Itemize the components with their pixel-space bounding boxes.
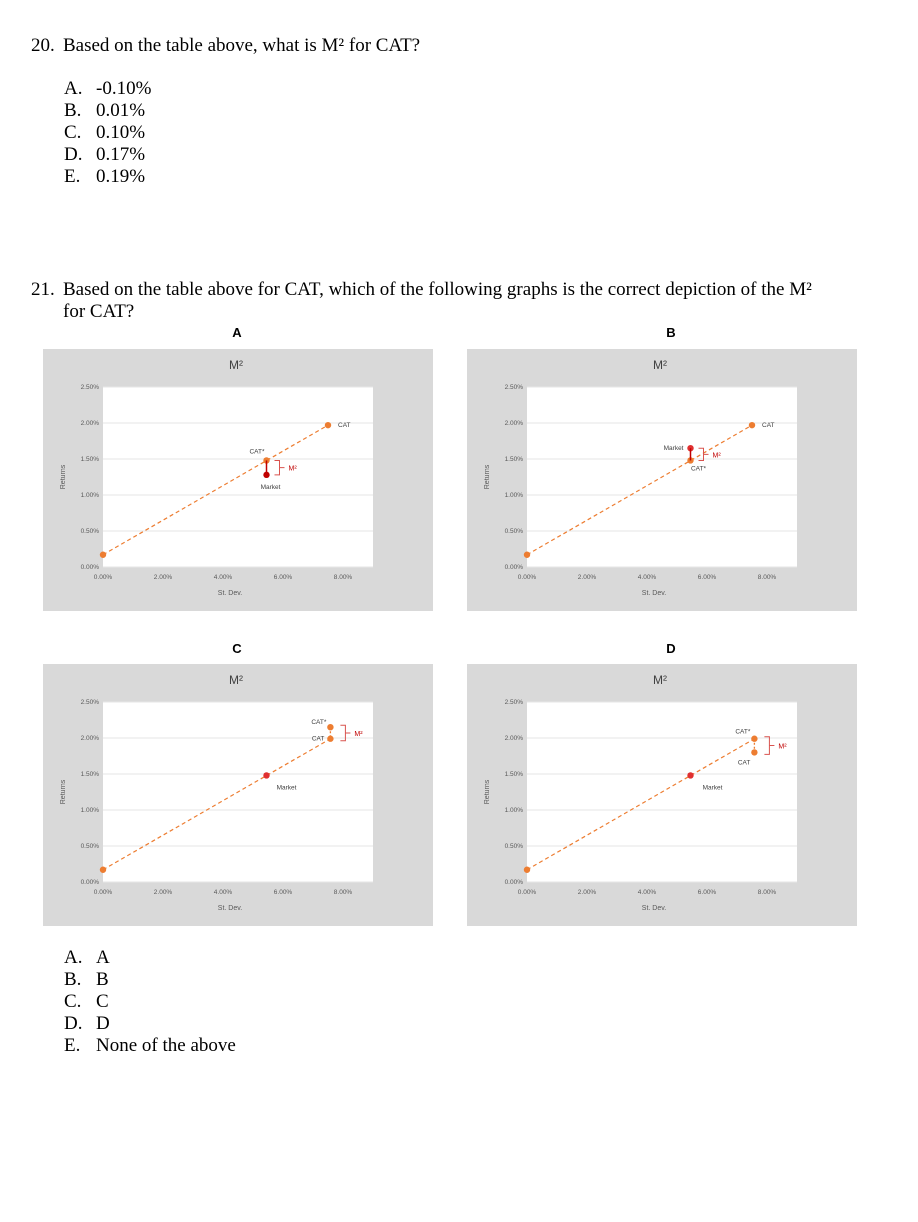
- option-d[interactable]: D. D: [64, 1013, 110, 1034]
- question-number: 21.: [31, 279, 55, 300]
- chart-svg: [467, 349, 857, 611]
- point-label: Market: [663, 445, 684, 453]
- y-tick-label: 1.50%: [504, 771, 523, 778]
- question-20: [31, 35, 420, 57]
- option-b[interactable]: B. B: [64, 969, 109, 990]
- point-label: Market: [702, 784, 723, 792]
- x-axis-label: St. Dev.: [217, 590, 243, 597]
- m2-label: M²: [778, 743, 787, 751]
- option-a[interactable]: A. A: [64, 947, 110, 968]
- x-tick-label: 4.00%: [213, 574, 233, 581]
- chart-title: M²: [229, 358, 243, 372]
- chart-d: [467, 664, 857, 926]
- y-axis-label: Returns: [60, 464, 67, 490]
- chart-title: M²: [653, 358, 667, 372]
- y-tick-label: 1.00%: [80, 807, 99, 814]
- question-20-options: [64, 78, 151, 188]
- x-tick-label: 6.00%: [697, 889, 717, 896]
- x-tick-label: 6.00%: [273, 574, 293, 581]
- graph-label-c: C: [232, 641, 242, 656]
- graph-label-a: A: [232, 325, 242, 340]
- point-label: CAT: [762, 422, 775, 430]
- y-axis-label: Returns: [60, 779, 67, 805]
- graph-label-b: B: [666, 325, 676, 340]
- chart-svg: [43, 664, 433, 926]
- point-cat: [325, 422, 331, 428]
- chart-a: [43, 349, 433, 611]
- point-rf: [100, 552, 106, 558]
- x-tick-label: 2.00%: [577, 889, 597, 896]
- point-market: [687, 772, 693, 778]
- point-cat: [751, 749, 757, 755]
- y-tick-label: 2.00%: [504, 735, 523, 742]
- chart-title: M²: [653, 673, 667, 687]
- x-tick-label: 0.00%: [517, 574, 537, 581]
- x-axis-label: St. Dev.: [641, 590, 667, 597]
- m2-label: M²: [354, 730, 363, 738]
- x-tick-label: 0.00%: [93, 574, 113, 581]
- x-tick-label: 2.00%: [153, 574, 173, 581]
- chart-b: [467, 349, 857, 611]
- x-tick-label: 6.00%: [273, 889, 293, 896]
- y-tick-label: 1.50%: [504, 456, 523, 463]
- point-rf: [524, 867, 530, 873]
- question-21: [31, 279, 812, 323]
- y-tick-label: 0.50%: [80, 528, 99, 535]
- graph-label-d: D: [666, 641, 676, 656]
- x-tick-label: 8.00%: [757, 574, 777, 581]
- y-tick-label: 1.50%: [80, 456, 99, 463]
- m2-label: M²: [288, 465, 297, 473]
- x-tick-label: 4.00%: [213, 889, 233, 896]
- y-tick-label: 0.50%: [504, 528, 523, 535]
- point-label: CAT*: [735, 728, 751, 736]
- chart-svg: [43, 349, 433, 611]
- question-21-options: [64, 947, 236, 1057]
- chart-title: M²: [229, 673, 243, 687]
- point-market: [263, 772, 269, 778]
- x-tick-label: 0.00%: [93, 889, 113, 896]
- point-rf: [100, 867, 106, 873]
- y-tick-label: 2.50%: [504, 384, 523, 391]
- y-tick-label: 0.50%: [80, 843, 99, 850]
- question-text: Based on the table above, what is M² for CAT?: [63, 35, 421, 56]
- x-tick-label: 2.00%: [577, 574, 597, 581]
- question-text-line2: for CAT?: [63, 301, 135, 322]
- option-b[interactable]: B. 0.01%: [64, 100, 146, 121]
- option-e[interactable]: E. None of the above: [64, 1035, 236, 1056]
- y-tick-label: 2.50%: [80, 384, 99, 391]
- point-cat-star: [751, 736, 757, 742]
- point-label: CAT: [737, 759, 751, 767]
- point-label: CAT*: [249, 448, 265, 456]
- y-tick-label: 0.00%: [80, 564, 99, 571]
- y-tick-label: 1.00%: [504, 492, 523, 499]
- x-tick-label: 8.00%: [333, 889, 353, 896]
- option-a[interactable]: A. -0.10%: [64, 78, 152, 99]
- y-tick-label: 2.00%: [80, 735, 99, 742]
- y-tick-label: 1.00%: [504, 807, 523, 814]
- y-tick-label: 1.00%: [80, 492, 99, 499]
- y-tick-label: 0.50%: [504, 843, 523, 850]
- point-rf: [524, 552, 530, 558]
- point-label: Market: [276, 784, 297, 792]
- y-tick-label: 2.50%: [504, 699, 523, 706]
- point-cat: [749, 422, 755, 428]
- chart-svg: [467, 664, 857, 926]
- y-axis-label: Returns: [484, 779, 491, 805]
- question-text-line1: Based on the table above for CAT, which of the following graphs is the correct depiction of the M²: [63, 279, 812, 300]
- y-tick-label: 1.50%: [80, 771, 99, 778]
- x-axis-label: St. Dev.: [641, 905, 667, 912]
- option-e[interactable]: E. 0.19%: [64, 166, 146, 187]
- point-label: CAT*: [311, 719, 327, 727]
- point-label: Market: [260, 483, 281, 491]
- x-tick-label: 8.00%: [757, 889, 777, 896]
- y-tick-label: 0.00%: [504, 564, 523, 571]
- y-tick-label: 2.00%: [80, 420, 99, 427]
- x-tick-label: 4.00%: [637, 889, 657, 896]
- chart-c: [43, 664, 433, 926]
- y-axis-label: Returns: [484, 464, 491, 490]
- m2-label: M²: [712, 452, 721, 460]
- x-tick-label: 4.00%: [637, 574, 657, 581]
- x-tick-label: 2.00%: [153, 889, 173, 896]
- x-tick-label: 8.00%: [333, 574, 353, 581]
- y-tick-label: 2.50%: [80, 699, 99, 706]
- x-axis-label: St. Dev.: [217, 905, 243, 912]
- y-tick-label: 0.00%: [504, 879, 523, 886]
- option-d[interactable]: D. 0.17%: [64, 144, 146, 165]
- point-label: CAT*: [690, 465, 707, 473]
- option-c[interactable]: C. 0.10%: [64, 122, 146, 143]
- point-label: CAT: [338, 422, 351, 430]
- x-tick-label: 6.00%: [697, 574, 717, 581]
- option-c[interactable]: C. C: [64, 991, 109, 1012]
- x-tick-label: 0.00%: [517, 889, 537, 896]
- y-tick-label: 2.00%: [504, 420, 523, 427]
- point-label: CAT: [311, 735, 325, 743]
- question-number: 20.: [31, 35, 55, 56]
- y-tick-label: 0.00%: [80, 879, 99, 886]
